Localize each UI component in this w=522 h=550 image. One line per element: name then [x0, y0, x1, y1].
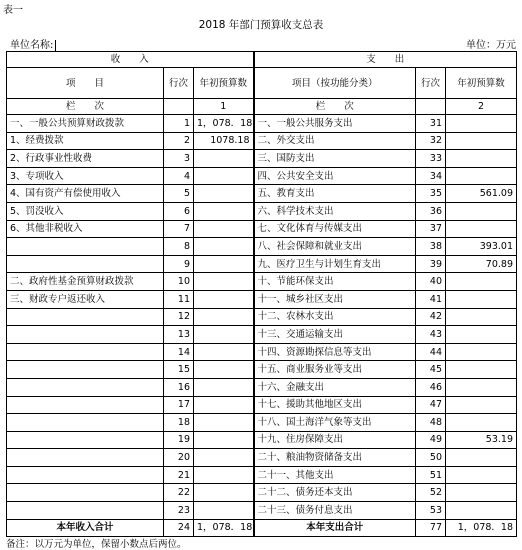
income-item-cell: 6、其他非税收入	[7, 220, 164, 238]
expense-value-cell	[446, 466, 517, 484]
table-row	[7, 343, 517, 361]
income-row-no-cell: 23	[164, 502, 194, 520]
income-item-cell	[7, 414, 164, 432]
income-value-cell	[194, 273, 254, 291]
expense-lanci-2: 2	[446, 99, 517, 115]
income-value-cell	[194, 396, 254, 414]
expense-value-cell: 393.01	[446, 238, 517, 256]
expense-group-header: 支 出	[254, 52, 517, 68]
table-row	[7, 396, 517, 414]
expense-value-cell	[446, 396, 517, 414]
income-row-no-cell: 4	[164, 167, 194, 185]
expense-value-cell	[446, 202, 517, 220]
expense-item-cell: 十二、农林水支出	[254, 308, 416, 326]
table-row	[7, 150, 517, 168]
expense-row-no-cell: 48	[416, 414, 446, 432]
expense-item-cell: 十六、金融支出	[254, 378, 416, 396]
income-value-cell	[194, 238, 254, 256]
header-lanci-row	[7, 99, 517, 115]
income-row-no-cell: 18	[164, 414, 194, 432]
income-row-no-cell: 9	[164, 255, 194, 273]
income-item-cell: 3、专项收入	[7, 167, 164, 185]
income-row-no-cell: 19	[164, 431, 194, 449]
table-row	[7, 273, 517, 291]
table-row	[7, 502, 517, 520]
expense-value-cell: 561.09	[446, 185, 517, 203]
income-item-cell	[7, 396, 164, 414]
expense-value-cell	[446, 414, 517, 432]
expense-item-cell: 二十三、债务付息支出	[254, 502, 416, 520]
totals-row	[7, 519, 517, 537]
income-value-cell: 1，078．18	[194, 115, 254, 133]
income-row-no-cell: 16	[164, 378, 194, 396]
income-value-cell	[194, 290, 254, 308]
income-item-cell	[7, 326, 164, 344]
table-row	[7, 202, 517, 220]
expense-row-no-cell: 46	[416, 378, 446, 396]
expense-item-header: 项目（按功能分类）	[254, 68, 416, 99]
income-group-header: 收 入	[7, 52, 254, 68]
income-item-cell	[7, 378, 164, 396]
income-row-no-cell: 3	[164, 150, 194, 168]
income-row-no-cell: 7	[164, 220, 194, 238]
expense-item-cell: 一、一般公共服务支出	[254, 115, 416, 133]
expense-item-cell: 三、国防支出	[254, 150, 416, 168]
expense-value-cell	[446, 115, 517, 133]
table-row	[7, 220, 517, 238]
expense-item-cell: 十九、住房保障支出	[254, 431, 416, 449]
expense-item-cell: 五、教育支出	[254, 185, 416, 203]
unit-name-text: 单位名称:	[10, 40, 54, 51]
expense-row-no-cell: 40	[416, 273, 446, 291]
expense-row-no-cell: 51	[416, 466, 446, 484]
expense-row-no-cell: 31	[416, 115, 446, 133]
income-value-cell	[194, 167, 254, 185]
income-item-cell	[7, 238, 164, 256]
expense-item-cell: 十一、城乡社区支出	[254, 290, 416, 308]
expense-item-cell: 十五、商业服务业等支出	[254, 361, 416, 379]
income-value-cell	[194, 466, 254, 484]
income-item-cell	[7, 361, 164, 379]
income-value-cell	[194, 361, 254, 379]
table-row	[7, 466, 517, 484]
expense-value-cell: 53.19	[446, 431, 517, 449]
income-item-header: 项 目	[7, 68, 164, 99]
expense-row-no-cell: 39	[416, 255, 446, 273]
expense-row-no-cell: 35	[416, 185, 446, 203]
table-row	[7, 238, 517, 256]
table-row	[7, 326, 517, 344]
income-row-no-cell: 20	[164, 449, 194, 467]
table-row	[7, 255, 517, 273]
expense-item-cell: 十三、交通运输支出	[254, 326, 416, 344]
expense-row-no-cell: 34	[416, 167, 446, 185]
income-item-cell: 5、罚没收入	[7, 202, 164, 220]
income-value-cell: 1078.18	[194, 132, 254, 150]
income-item-cell: 4、国有资产有偿使用收入	[7, 185, 164, 203]
income-value-cell	[194, 326, 254, 344]
expense-item-cell: 二十二、债务还本支出	[254, 484, 416, 502]
table-row	[7, 132, 517, 150]
income-value-cell	[194, 378, 254, 396]
expense-value-cell	[446, 308, 517, 326]
table-row	[7, 185, 517, 203]
expense-row-no-cell: 52	[416, 484, 446, 502]
expense-value-cell	[446, 343, 517, 361]
expense-row-no-cell: 32	[416, 132, 446, 150]
income-lanci-blank	[164, 99, 194, 115]
unit-name-label	[10, 36, 56, 51]
income-item-cell	[7, 449, 164, 467]
income-item-cell: 1、经费拨款	[7, 132, 164, 150]
expense-lanci: 栏 次	[254, 99, 416, 115]
text-cursor	[55, 40, 56, 51]
expense-row-no-cell: 53	[416, 502, 446, 520]
expense-row-no-cell: 41	[416, 290, 446, 308]
table-row	[7, 431, 517, 449]
budget-summary-table	[6, 51, 517, 537]
expense-value-cell	[446, 273, 517, 291]
income-value-cell	[194, 185, 254, 203]
income-total-label: 本年收入合计	[7, 519, 164, 537]
income-row-no-cell: 13	[164, 326, 194, 344]
income-value-cell	[194, 255, 254, 273]
expense-row-no-cell: 49	[416, 431, 446, 449]
income-lanci-1: 1	[194, 99, 254, 115]
income-value-cell	[194, 220, 254, 238]
table-row	[7, 414, 517, 432]
income-item-cell	[7, 255, 164, 273]
expense-value-cell	[446, 150, 517, 168]
expense-row-no-cell: 33	[416, 150, 446, 168]
income-item-cell: 三、财政专户返还收入	[7, 290, 164, 308]
income-budget-header: 年初预算数	[194, 68, 254, 99]
income-row-no-cell: 17	[164, 396, 194, 414]
expense-item-cell: 十四、资源勘探信息等支出	[254, 343, 416, 361]
expense-value-cell: 70.89	[446, 255, 517, 273]
expense-row-no-cell: 44	[416, 343, 446, 361]
expense-value-cell	[446, 220, 517, 238]
income-row-no-cell: 11	[164, 290, 194, 308]
income-row-no-cell: 14	[164, 343, 194, 361]
income-item-cell: 2、行政事业性收费	[7, 150, 164, 168]
income-value-cell	[194, 414, 254, 432]
expense-item-cell: 二、外交支出	[254, 132, 416, 150]
income-item-cell: 一、一般公共预算财政拨款	[7, 115, 164, 133]
expense-value-cell	[446, 361, 517, 379]
income-value-cell	[194, 202, 254, 220]
income-value-cell	[194, 431, 254, 449]
expense-total-no: 77	[416, 519, 446, 537]
expense-value-cell	[446, 132, 517, 150]
footer-note: 备注：以万元为单位，保留小数点后两位。	[6, 539, 187, 550]
expense-value-cell	[446, 378, 517, 396]
expense-lanci-blank	[416, 99, 446, 115]
expense-row-no-cell: 47	[416, 396, 446, 414]
page-title: 2018 年部门预算收支总表	[198, 19, 324, 31]
expense-item-cell: 十八、国土海洋气象等支出	[254, 414, 416, 432]
income-row-no-header: 行次	[164, 68, 194, 99]
expense-value-cell	[446, 290, 517, 308]
income-row-no-cell: 15	[164, 361, 194, 379]
expense-item-cell: 六、科学技术支出	[254, 202, 416, 220]
header-column-row	[7, 68, 517, 99]
table-row	[7, 290, 517, 308]
expense-row-no-cell: 36	[416, 202, 446, 220]
table-row	[7, 308, 517, 326]
income-row-no-cell: 8	[164, 238, 194, 256]
income-item-cell	[7, 466, 164, 484]
table-label: 表一	[3, 5, 23, 16]
expense-item-cell: 十七、援助其他地区支出	[254, 396, 416, 414]
unit-money-label: 单位：万元	[466, 40, 516, 51]
expense-value-cell	[446, 484, 517, 502]
expense-item-cell: 七、文化体育与传媒支出	[254, 220, 416, 238]
expense-row-no-cell: 37	[416, 220, 446, 238]
expense-row-no-cell: 42	[416, 308, 446, 326]
income-total-no: 24	[164, 519, 194, 537]
table-row	[7, 115, 517, 133]
income-item-cell	[7, 308, 164, 326]
expense-total-value: 1，078．18	[446, 519, 517, 537]
expense-item-cell: 二十一、其他支出	[254, 466, 416, 484]
income-item-cell	[7, 502, 164, 520]
income-value-cell	[194, 343, 254, 361]
table-row	[7, 449, 517, 467]
expense-row-no-header: 行次	[416, 68, 446, 99]
income-row-no-cell: 12	[164, 308, 194, 326]
expense-row-no-cell: 45	[416, 361, 446, 379]
expense-value-cell	[446, 449, 517, 467]
income-total-value: 1，078．18	[194, 519, 254, 537]
income-value-cell	[194, 308, 254, 326]
table-row	[7, 378, 517, 396]
income-lanci: 栏 次	[7, 99, 164, 115]
expense-value-cell	[446, 326, 517, 344]
income-row-no-cell: 6	[164, 202, 194, 220]
expense-row-no-cell: 50	[416, 449, 446, 467]
income-row-no-cell: 5	[164, 185, 194, 203]
expense-item-cell: 十、节能环保支出	[254, 273, 416, 291]
income-row-no-cell: 10	[164, 273, 194, 291]
expense-item-cell: 八、社会保障和就业支出	[254, 238, 416, 256]
table-row	[7, 167, 517, 185]
expense-value-cell	[446, 167, 517, 185]
income-item-cell	[7, 484, 164, 502]
table-row	[7, 484, 517, 502]
income-row-no-cell: 2	[164, 132, 194, 150]
expense-item-cell: 二十、粮油物资储备支出	[254, 449, 416, 467]
expense-item-cell: 四、公共安全支出	[254, 167, 416, 185]
expense-budget-header: 年初预算数	[446, 68, 517, 99]
income-value-cell	[194, 502, 254, 520]
income-value-cell	[194, 449, 254, 467]
income-value-cell	[194, 484, 254, 502]
income-row-no-cell: 21	[164, 466, 194, 484]
income-row-no-cell: 1	[164, 115, 194, 133]
expense-row-no-cell: 43	[416, 326, 446, 344]
income-row-no-cell: 22	[164, 484, 194, 502]
income-value-cell	[194, 150, 254, 168]
expense-total-label: 本年支出合计	[254, 519, 416, 537]
table-row	[7, 361, 517, 379]
header-group-row	[7, 52, 517, 68]
income-item-cell: 二、政府性基金预算财政拨款	[7, 273, 164, 291]
income-item-cell	[7, 343, 164, 361]
expense-value-cell	[446, 502, 517, 520]
income-item-cell	[7, 431, 164, 449]
expense-item-cell: 九、医疗卫生与计划生育支出	[254, 255, 416, 273]
expense-row-no-cell: 38	[416, 238, 446, 256]
